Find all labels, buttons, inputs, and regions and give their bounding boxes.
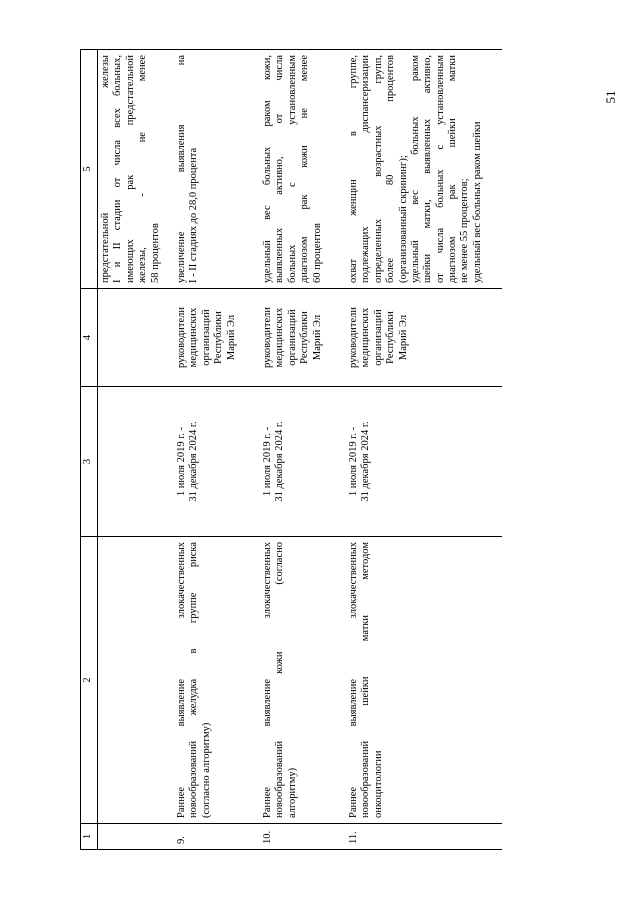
cell-result xyxy=(98,50,175,289)
text-line: руководители xyxy=(176,306,187,369)
text-line: предстательной железы xyxy=(100,55,111,283)
text-line: Марий Эл xyxy=(397,314,409,361)
header-col-4: 4 xyxy=(81,289,98,387)
cell-number xyxy=(98,824,175,850)
cell-result xyxy=(346,50,502,289)
text-line: удельный вес больных раком шейки xyxy=(471,121,483,283)
cell-number: 10. xyxy=(260,824,346,850)
text-line: 1 июля 2019 г. - xyxy=(348,426,359,497)
table-row xyxy=(260,50,346,850)
cell-number: 11. xyxy=(346,824,502,850)
text-line: не менее 55 процентов; xyxy=(459,178,471,283)
cell-measure xyxy=(174,537,260,824)
text-line: онкоцитологии xyxy=(372,750,384,818)
text-line: 31 декабря 2024 г. xyxy=(360,421,372,502)
text-line: 58 процентов xyxy=(149,223,161,283)
text-line: определенных возрастных групп, xyxy=(372,55,384,283)
cell-term xyxy=(260,387,346,537)
text-line: Раннее выявление злокачественных xyxy=(262,542,273,818)
text-line: руководители xyxy=(348,306,359,369)
text-line: Республики xyxy=(299,311,311,364)
text-line: медицинских xyxy=(274,307,286,368)
table-row-continuation xyxy=(98,50,175,850)
header-col-2: 2 xyxy=(81,537,98,824)
text-line: организаций xyxy=(200,309,212,366)
text-line: шейки матки, выявленных активно, xyxy=(422,55,434,283)
cell-responsible xyxy=(346,289,502,387)
cell-result xyxy=(260,50,346,289)
text-line: диагнозом рак кожи не менее xyxy=(299,55,311,283)
text-line: 31 декабря 2024 г. xyxy=(188,421,200,502)
text-line: новообразований шейки матки методом xyxy=(360,542,372,818)
text-line: Марий Эл xyxy=(225,314,237,361)
text-line: больных с установленным xyxy=(286,55,298,283)
text-line: (согласно алгоритму) xyxy=(200,722,212,818)
text-line: диагнозом рак шейки матки xyxy=(447,55,458,283)
cell-responsible xyxy=(174,289,260,387)
table-row xyxy=(346,50,502,850)
cell-number: 9. xyxy=(174,824,260,850)
text-line: I и II стадии от числа всех больных, xyxy=(112,55,124,283)
text-line: охват женщин в группе, xyxy=(348,55,359,283)
text-line: 60 процентов xyxy=(311,223,323,283)
text-line: имеющих рак предстательной xyxy=(124,55,136,283)
text-line: Республики xyxy=(385,311,397,364)
cell-measure xyxy=(260,537,346,824)
text-line: более 80 процентов xyxy=(385,55,397,283)
cell-responsible xyxy=(98,289,175,387)
text-line: Раннее выявление злокачественных xyxy=(348,542,359,818)
cell-result xyxy=(174,50,260,289)
table-row xyxy=(174,50,260,850)
text-line: подлежащих диспансеризации xyxy=(360,55,372,283)
header-col-3: 3 xyxy=(81,387,98,537)
text-line: 1 июля 2019 г. - xyxy=(262,426,273,497)
text-line: 1 июля 2019 г. - xyxy=(176,426,187,497)
cell-measure xyxy=(346,537,502,824)
text-line: железы, - не менее xyxy=(137,55,149,283)
text-line: от числа больных с установленным xyxy=(434,55,446,283)
cell-responsible xyxy=(260,289,346,387)
cell-term xyxy=(346,387,502,537)
text-line: организаций xyxy=(372,309,384,366)
text-line: новообразований кожи (согласно xyxy=(274,542,286,818)
text-line: медицинских xyxy=(360,307,372,368)
measures-table xyxy=(80,49,502,850)
cell-term xyxy=(98,387,175,537)
text-line: новообразований желудка в группе риска xyxy=(188,542,200,818)
page-number: 51 xyxy=(603,90,618,104)
text-line: удельный вес больных раком кожи, xyxy=(262,55,273,283)
cell-term xyxy=(174,387,260,537)
text-line: организаций xyxy=(286,309,298,366)
text-line: Марий Эл xyxy=(311,314,323,361)
text-line: (организованный скрининг); xyxy=(397,155,409,283)
header-col-1: 1 xyxy=(81,824,98,850)
text-line: руководители xyxy=(262,306,273,369)
text-line: удельный вес больных раком xyxy=(409,55,421,283)
text-line: 31 декабря 2024 г. xyxy=(274,421,286,502)
text-line: увеличение выявления на xyxy=(176,55,187,283)
header-col-5: 5 xyxy=(81,50,98,289)
text-line: I - II стадиях до 28,0 процента xyxy=(188,147,200,283)
text-line: Республики xyxy=(213,311,225,364)
text-line: медицинских xyxy=(188,307,200,368)
text-line: выявленных активно, от числа xyxy=(274,55,286,283)
cell-measure xyxy=(98,537,175,824)
text-line: Раннее выявление злокачественных xyxy=(176,542,187,818)
header-row xyxy=(81,50,98,850)
text-line: алгоритму) xyxy=(286,767,298,818)
rotated-table-container xyxy=(80,50,560,850)
